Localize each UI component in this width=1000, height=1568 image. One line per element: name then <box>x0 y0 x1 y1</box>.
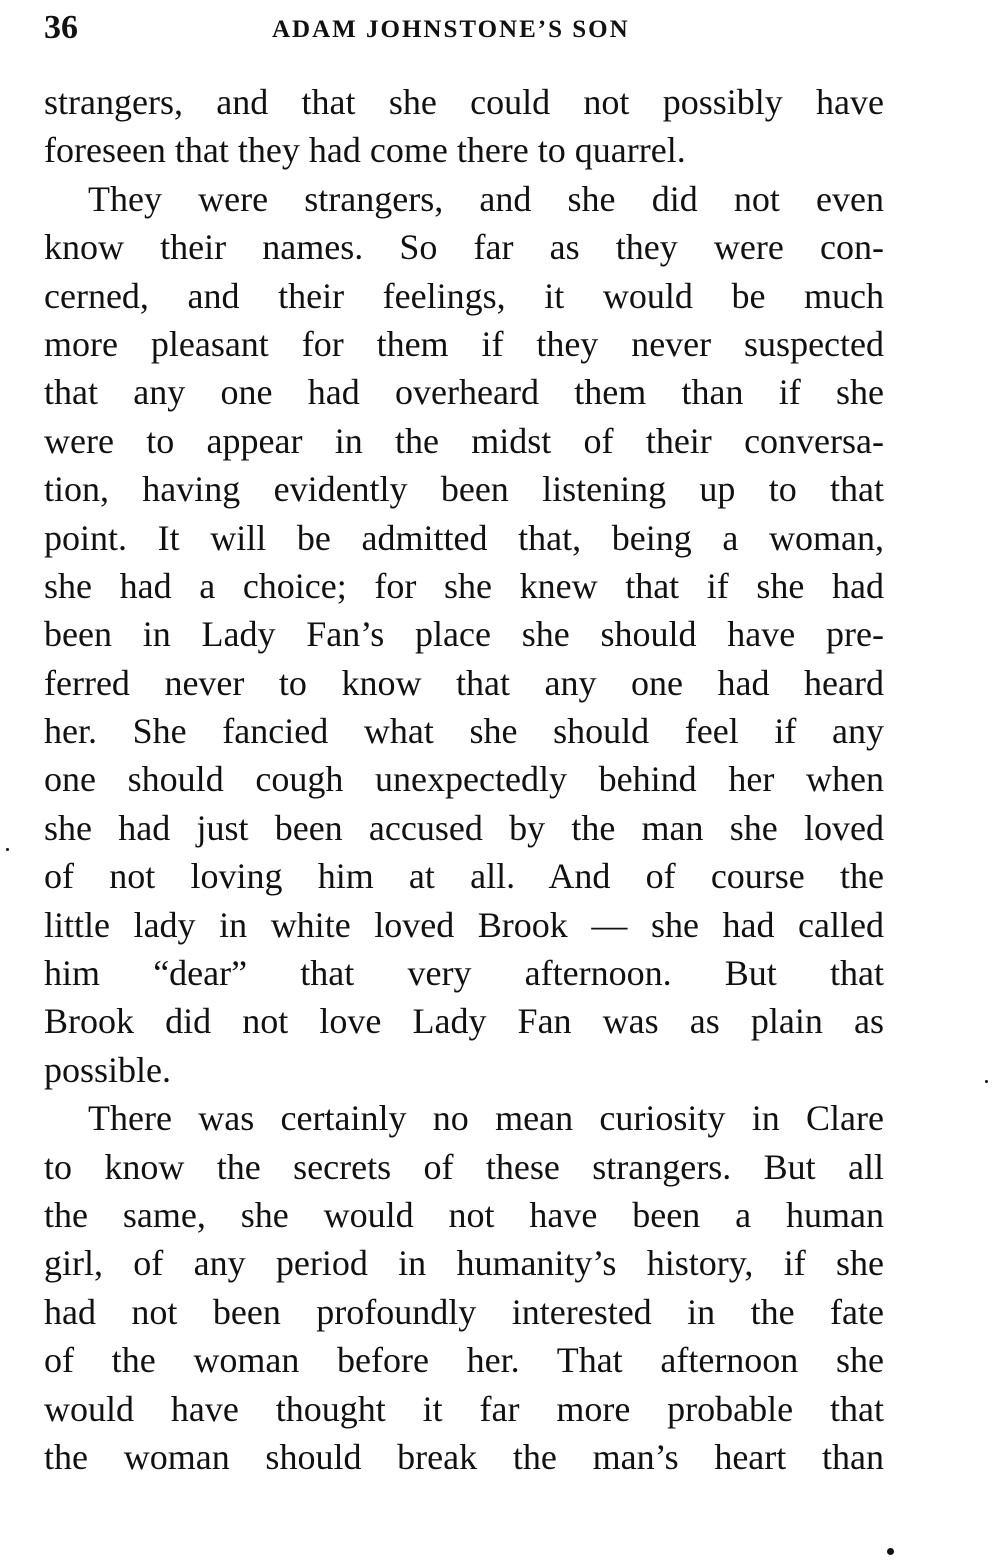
text-line: been in Lady Fan’s place she should have pre- <box>44 614 884 655</box>
text-line: know their names. So far as they were con- <box>44 227 884 268</box>
text-line: girl, of any period in humanity’s history, if she <box>44 1243 884 1284</box>
scan-speck <box>985 1080 988 1083</box>
text-line: strangers, and that she could not possibly have <box>44 82 884 122</box>
text-line: possible. <box>44 1049 172 1090</box>
text-line: cerned, and their feelings, it would be much <box>44 275 884 316</box>
running-title: ADAM JOHNSTONE’S SON <box>272 16 630 43</box>
text-line: were to appear in the midst of their conversa- <box>44 420 884 461</box>
text-line: Brook did not love Lady Fan was as plain as <box>44 1001 884 1042</box>
text-line: foreseen that they had come there to quarrel. <box>44 130 686 171</box>
text-line: ferred never to know that any one had heard <box>44 662 884 703</box>
text-line: little lady in white loved Brook — she had called <box>44 904 884 945</box>
text-line: tion, having evidently been listening up to that <box>44 469 884 510</box>
text-line: of the woman before her. That afternoon she <box>44 1340 884 1381</box>
text-line: him “dear” that very afternoon. But that <box>44 953 884 994</box>
text-line: would have thought it far more probable that <box>44 1388 884 1429</box>
running-header <box>44 8 884 48</box>
text-line: that any one had overheard them than if she <box>44 372 884 413</box>
text-line: to know the secrets of these strangers. But all <box>44 1146 884 1187</box>
text-line: There was certainly no mean curiosity in Clare <box>88 1098 884 1139</box>
text-line: her. She fancied what she should feel if any <box>44 711 884 752</box>
text-line: she had just been accused by the man she loved <box>44 807 884 848</box>
text-line: had not been profoundly interested in the fate <box>44 1291 884 1332</box>
body-text <box>44 78 884 1481</box>
text-line: the woman should break the man’s heart than <box>44 1436 884 1477</box>
scan-speck <box>6 848 9 851</box>
text-line: of not loving him at all. And of course the <box>44 856 884 897</box>
text-line: she had a choice; for she knew that if she had <box>44 565 884 606</box>
text-line: more pleasant for them if they never suspected <box>44 323 884 364</box>
page-number: 36 <box>44 9 78 46</box>
text-line: They were strangers, and she did not even <box>88 178 884 219</box>
text-line: the same, she would not have been a human <box>44 1194 884 1235</box>
text-line: one should cough unexpectedly behind her when <box>44 759 884 800</box>
scan-speck <box>887 1548 894 1555</box>
text-line: point. It will be admitted that, being a woman, <box>44 517 884 558</box>
